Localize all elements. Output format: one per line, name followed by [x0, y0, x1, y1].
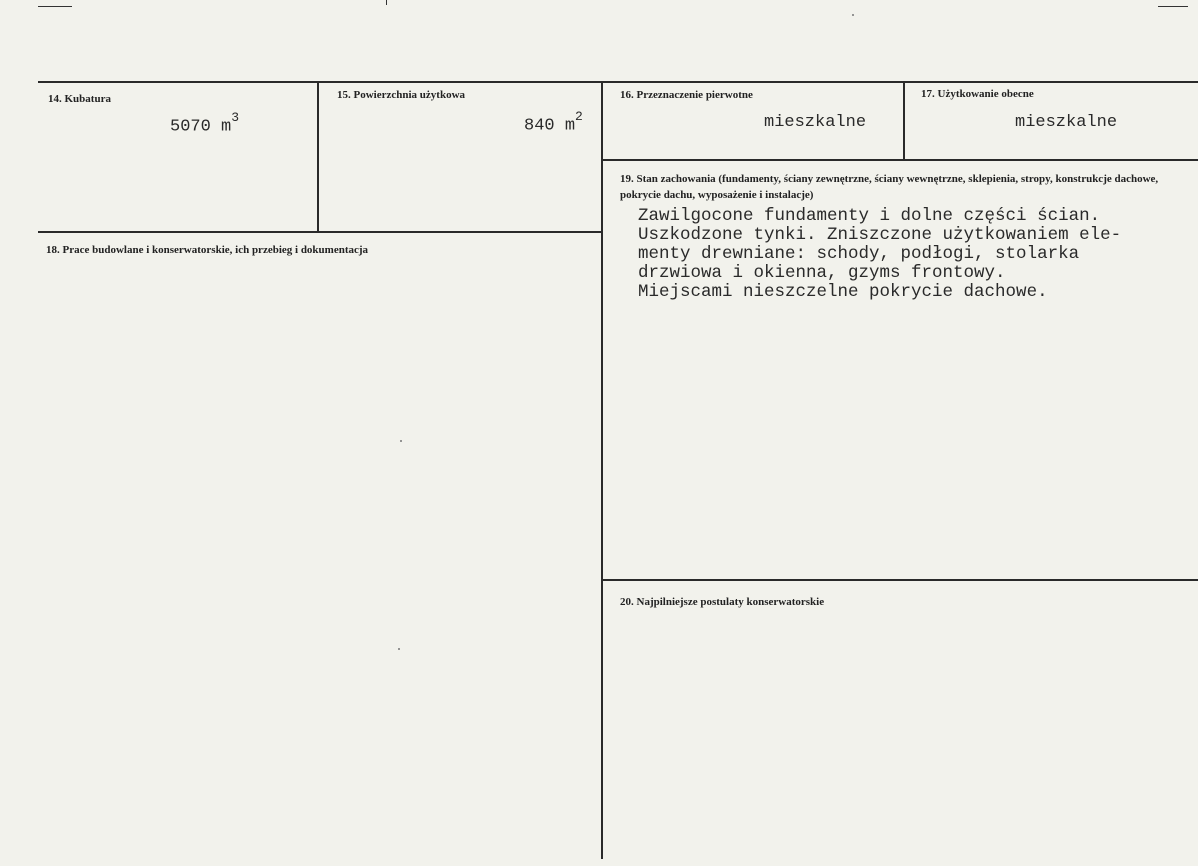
top-edge-mark [38, 6, 72, 7]
divider-14-15 [317, 81, 319, 232]
top-edge-tick [386, 0, 387, 5]
row3-rule-right [603, 579, 1198, 581]
field-14-value [170, 110, 240, 137]
top-edge-mark-right [1158, 6, 1188, 7]
area-unit: m [564, 116, 576, 136]
paper-speck [852, 14, 854, 16]
paper-speck [398, 648, 400, 650]
field-16-value: mieszkalne [764, 113, 867, 132]
volume-number: 5070 [170, 117, 211, 137]
row1-rule-left [38, 231, 603, 233]
volume-exponent: 3 [231, 110, 240, 125]
paper-speck [400, 440, 402, 442]
top-rule [38, 81, 1198, 83]
field-15-value [524, 109, 583, 136]
field-17-label: 17. Użytkowanie obecne [921, 88, 1034, 100]
area-number: 840 [524, 116, 555, 136]
field-16-label: 16. Przeznaczenie pierwotne [620, 89, 753, 101]
volume-unit: m [221, 117, 232, 137]
field-19-text: Zawilgocone fundamenty i dolne części ścian. Uszkodzone tynki. Zniszczone użytkowaniem ele- menty drewniane: schody, podłogi, stolarka drzwiowa i okienna, gzyms frontowy. Miejscami nieszczelne pokrycie dachowe. [638, 206, 1122, 302]
field-20-label: 20. Najpilniejsze postulaty konserwatorskie [620, 596, 825, 608]
field-15-label: 15. Powierzchnia użytkowa [337, 89, 466, 101]
divider-16-17 [903, 81, 905, 160]
divider-main [601, 81, 603, 859]
area-exponent: 2 [575, 109, 583, 124]
field-18-label: 18. Prace budowlane i konserwatorskie, ich przebieg i dokumentacja [46, 244, 369, 256]
field-17-value: mieszkalne [1015, 113, 1118, 132]
field-14-label: 14. Kubatura [48, 93, 111, 105]
row1-rule-right [603, 159, 1198, 161]
field-19-label: 19. Stan zachowania (fundamenty, ściany zewnętrzne, ściany wewnętrzne, sklepienia, stropy, konstrukcje dachowe, pokrycie dachu, wyposażenie i instalacje) [620, 173, 1159, 201]
